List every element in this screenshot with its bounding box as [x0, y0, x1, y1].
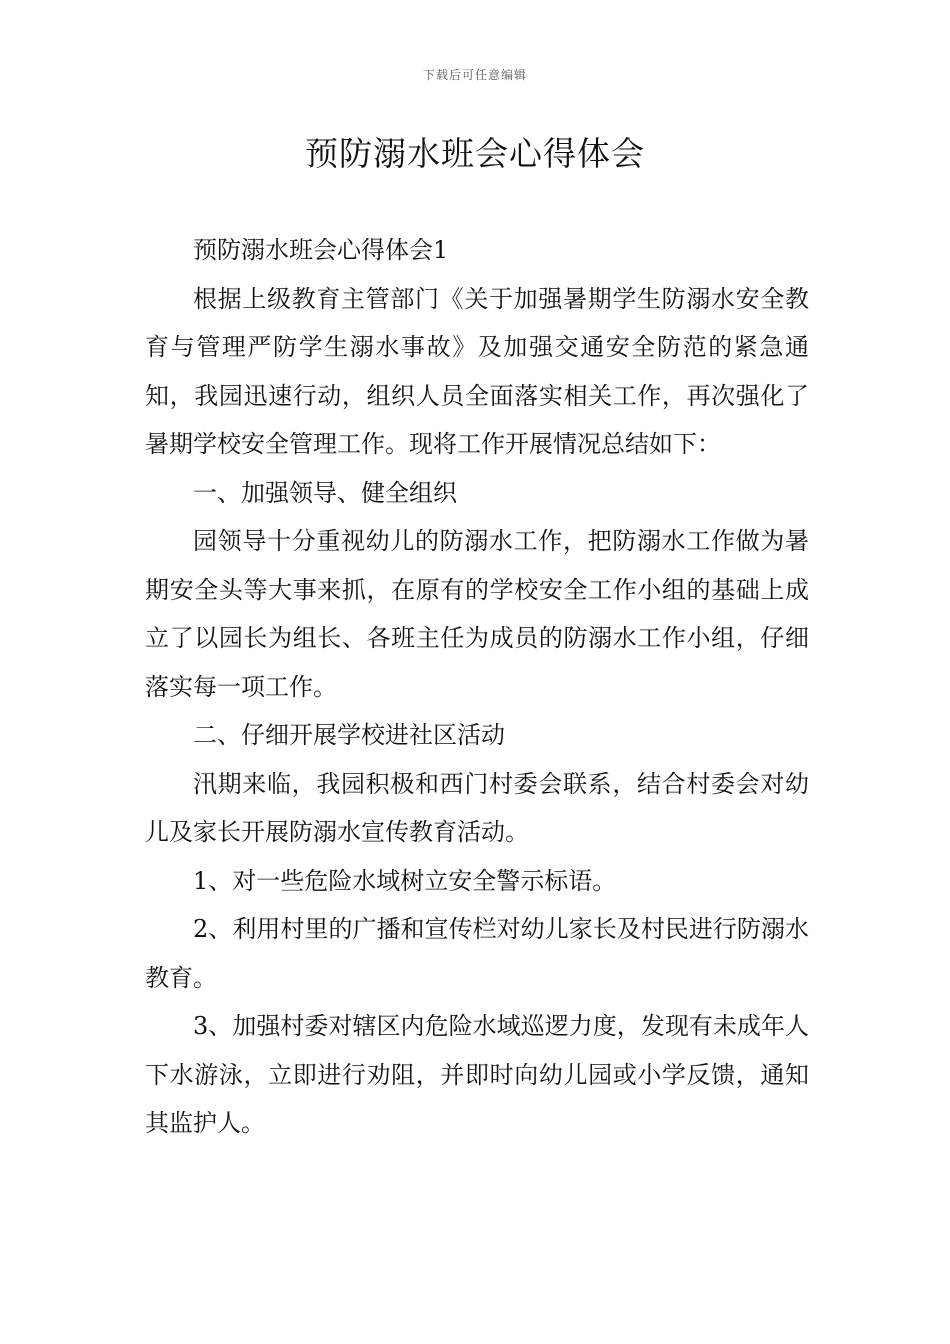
- header-note: 下载后可任意编辑: [422, 68, 527, 82]
- page-title: 预防溺水班会心得体会: [305, 134, 645, 173]
- paragraph: 园领导十分重视幼儿的防溺水工作，把防溺水工作做为暑期安全头等大事来抓，在原有的学校安全工作小组的基础上成立了以园长为组长、各班主任为成员的防溺水工作小组，仔细落实每一项工作。: [145, 527, 809, 701]
- section-heading: 一、加强领导、健全组织: [193, 478, 457, 507]
- section-heading: 二、仔细开展学校进社区活动: [193, 721, 505, 749]
- list-item: 1、对一些危险水域树立安全警示标语。: [193, 866, 617, 895]
- list-item: 3、加强村委对辖区内危险水域巡逻力度，发现有未成年人下水游泳，立即进行劝阻，并即时向幼儿园或小学反馈，通知其监护人。: [145, 1012, 809, 1137]
- section-heading: 预防溺水班会心得体会1: [193, 236, 449, 264]
- paragraph: 根据上级教育主管部门《关于加强暑期学生防溺水安全教育与管理严防学生溺水事故》及加强交通安全防范的紧急通知，我园迅速行动，组织人员全面落实相关工作，再次强化了暑期学校安全管理工作。现将工作开展情况总结如下：: [145, 284, 809, 458]
- document-body: [145, 226, 809, 1148]
- list-item: 2、利用村里的广播和宣传栏对幼儿家长及村民进行防溺水教育。: [145, 915, 809, 992]
- paragraph: 汛期来临，我园积极和西门村委会联系，结合村委会对幼儿及家长开展防溺水宣传教育活动。: [145, 769, 809, 846]
